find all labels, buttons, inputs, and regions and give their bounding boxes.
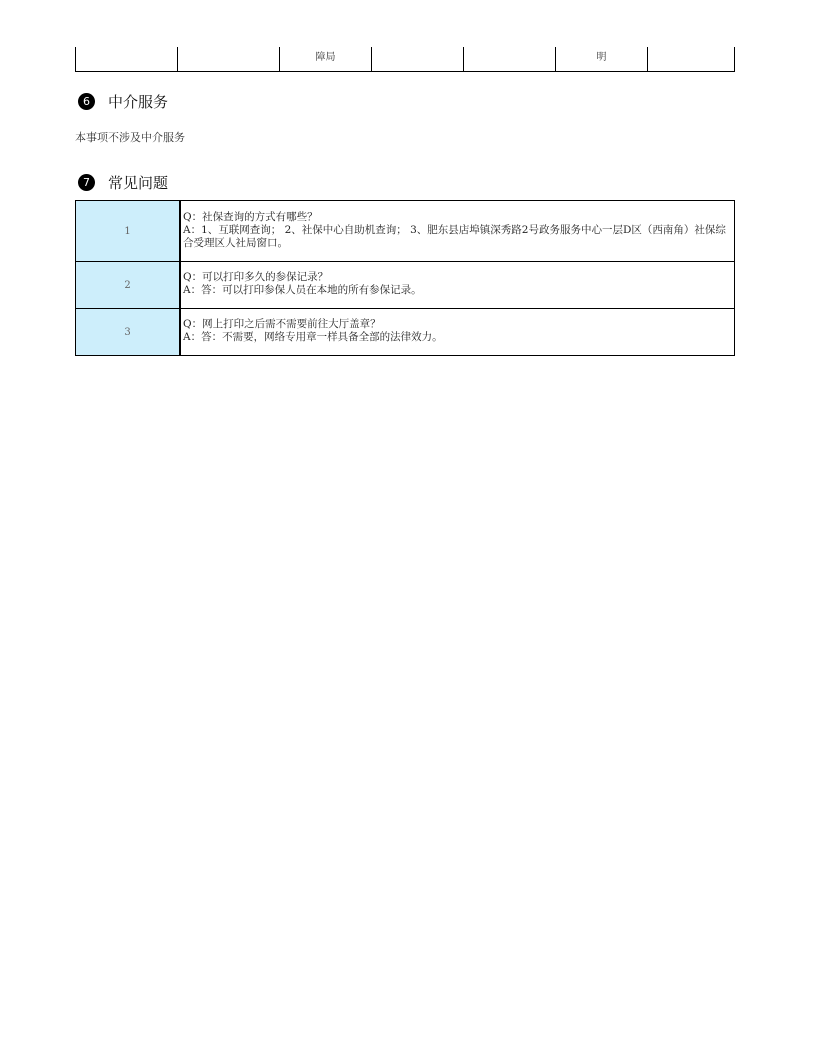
table-cell <box>372 47 464 72</box>
section-title: 中介服务 <box>108 93 169 111</box>
faq-entry <box>180 262 735 309</box>
table-row <box>76 262 735 309</box>
faq-number: 3 <box>76 309 181 356</box>
table-cell <box>464 47 556 72</box>
table-row <box>76 47 735 72</box>
section-number-badge: 7 <box>78 174 95 191</box>
table-cell <box>648 47 735 72</box>
faq-entry <box>180 201 735 262</box>
table-row <box>76 309 735 356</box>
faq-question: Q：网上打印之后需不需要前往大厅盖章？ <box>183 318 381 330</box>
table-cell <box>178 47 280 72</box>
faq-answer: A：1、互联网查询； 2、社保中心自助机查询； 3、肥东县店埠镇深秀路2号政务服务中心一层D区（西南角）社保综合受理区人社局窗口。 <box>183 224 726 249</box>
table-cell: 明 <box>556 47 648 72</box>
faq-question: Q：社保查询的方式有哪些？ <box>183 211 318 223</box>
table-cell: 障局 <box>280 47 372 72</box>
table-row <box>76 201 735 262</box>
section-number-badge: 6 <box>78 93 95 110</box>
faq-number: 2 <box>76 262 181 309</box>
section-title: 常见问题 <box>108 174 169 192</box>
faq-number: 1 <box>76 201 181 262</box>
table-cell <box>76 47 178 72</box>
previous-section-table-continuation <box>75 47 735 72</box>
faq-entry <box>180 309 735 356</box>
intermediary-service-text: 本事项不涉及中介服务 <box>75 131 185 144</box>
faq-answer: A：答：可以打印参保人员在本地的所有参保记录。 <box>183 284 422 296</box>
faq-table <box>75 200 735 356</box>
section-heading-intermediary <box>78 91 168 112</box>
faq-question: Q：可以打印多久的参保记录？ <box>183 271 329 283</box>
section-heading-faq <box>78 172 168 193</box>
faq-answer: A：答：不需要，网络专用章一样具备全部的法律效力。 <box>183 331 443 343</box>
